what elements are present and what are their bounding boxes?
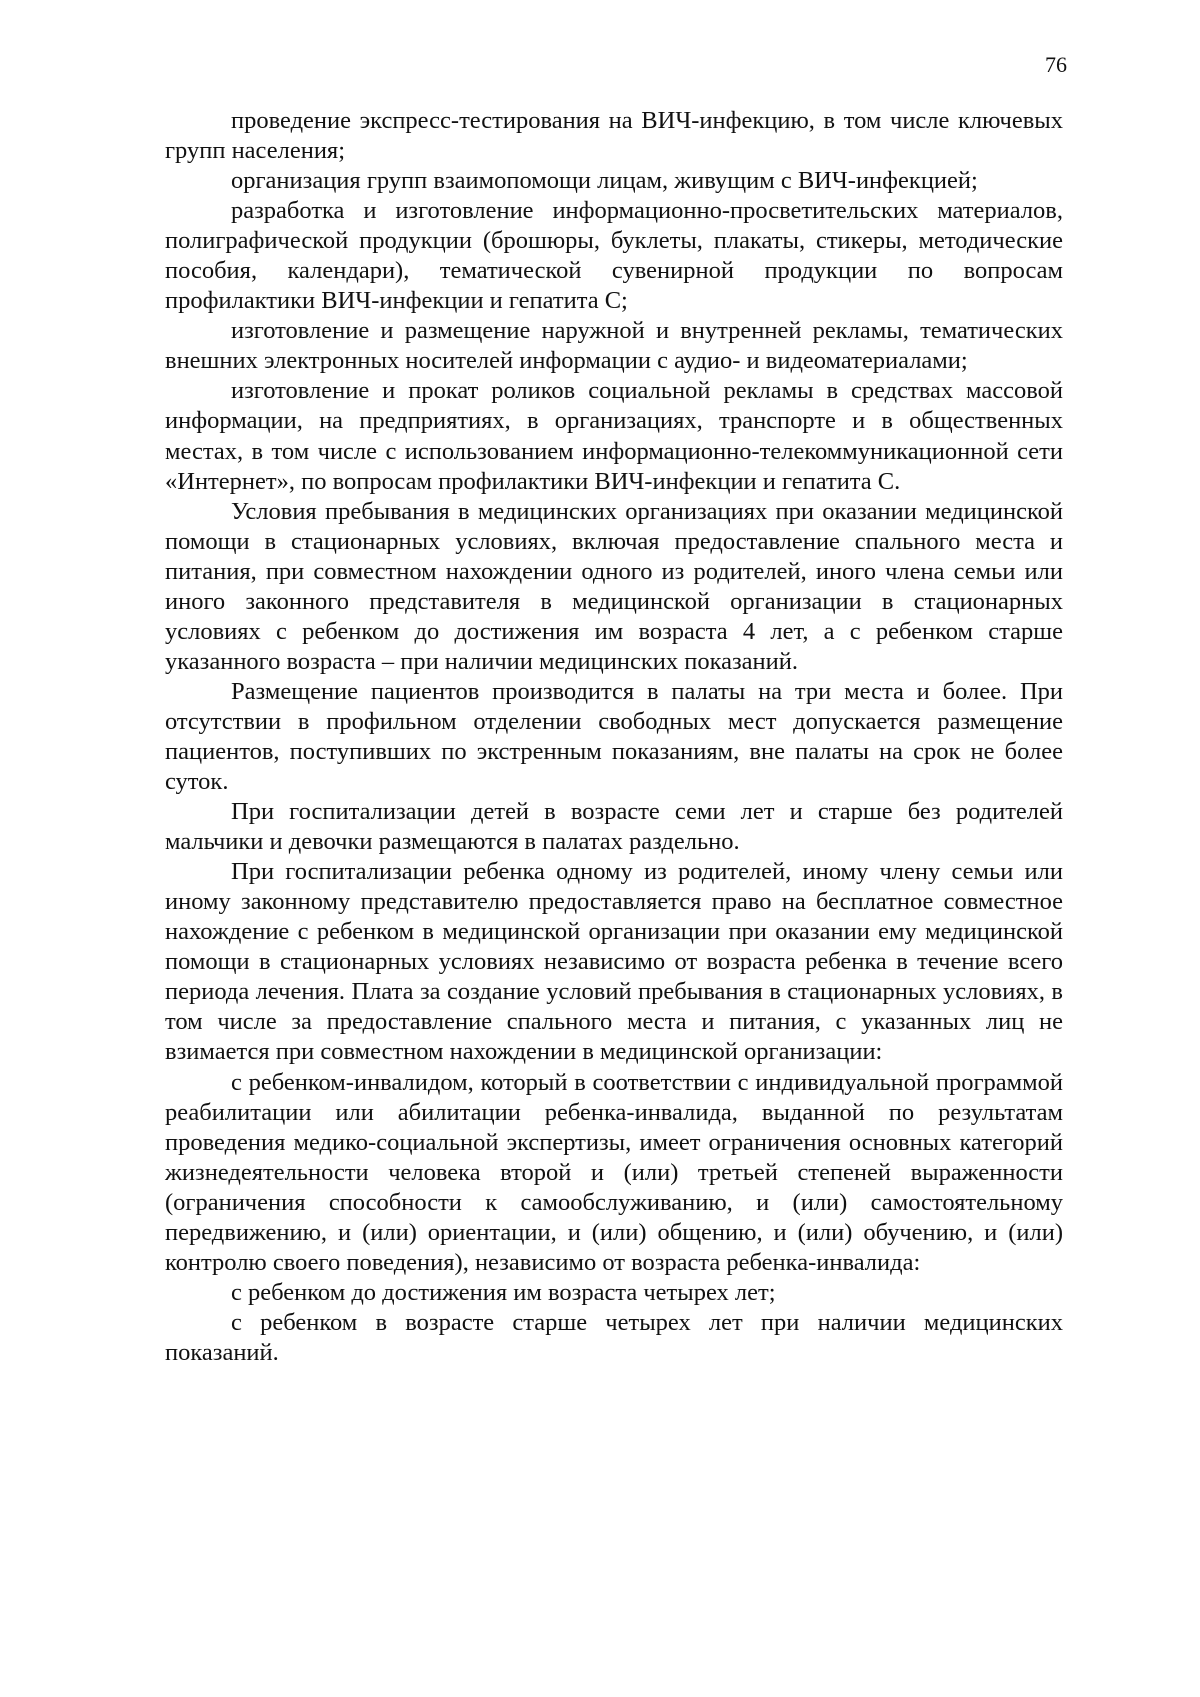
paragraph: При госпитализации детей в возрасте семи лет и старше без родителей мальчики и девочки размещаются в палатах раздельно. (165, 798, 1063, 856)
paragraph: изготовление и прокат роликов социальной рекламы в средствах массовой информации, на предприятиях, в организациях, транспорте и в общественных местах, в том числе с использованием информационно-телекоммуникационной сети «Интернет», по вопросам профилактики ВИЧ-инфекции и гепатита С. (165, 377, 1063, 495)
paragraph: изготовление и размещение наружной и внутренней рекламы, тематических внешних электронных носителей информации с аудио- и видеоматериалами; (165, 317, 1063, 375)
document-body (165, 106, 1063, 1368)
paragraph: с ребенком до достижения им возраста четырех лет; (231, 1278, 776, 1306)
paragraph: с ребенком в возрасте старше четырех лет при наличии медицинских показаний. (165, 1308, 1063, 1366)
paragraph: разработка и изготовление информационно-просветительских материалов, полиграфической продукции (брошюры, буклеты, плакаты, стикеры, методические пособия, календари), тематической сувенирной продукции по вопросам профилактики ВИЧ-инфекции и гепатита С; (165, 197, 1063, 315)
page-number: 76 (1045, 52, 1067, 77)
paragraph: Размещение пациентов производится в палаты на три места и более. При отсутствии в профильном отделении свободных мест допускается размещение пациентов, поступивших по экстренным показаниям, вне палаты на срок не более суток. (165, 677, 1063, 796)
paragraph: проведение экспресс-тестирования на ВИЧ-инфекцию, в том числе ключевых групп населения; (165, 107, 1063, 165)
paragraph: организация групп взаимопомощи лицам, живущим с ВИЧ-инфекцией; (231, 167, 978, 195)
paragraph: с ребенком-инвалидом, который в соответствии с индивидуальной программой реабилитации или абилитации ребенка-инвалида, выданной по результатам проведения медико-социальной экспертизы, имеет ограничения основных категорий жизнедеятельности человека второй и (или) третьей степеней выраженности (ограничения способности к самообслуживанию, и (или) самостоятельному передвижению, и (или) ориентации, и (или) общению, и (или) обучению, и (или) контролю своего поведения), независимо от возраста ребенка-инвалида: (165, 1068, 1063, 1276)
paragraph: При госпитализации ребенка одному из родителей, иному члену семьи или иному законному представителю предоставляется право на бесплатное совместное нахождение с ребенком в медицинской организации при оказании ему медицинской помощи в стационарных условиях независимо от возраста ребенка в течение всего периода лечения. Плата за создание условий пребывания в стационарных условиях, в том числе за предоставление спального места и питания, с указанных лиц не взимается при совместном нахождении в медицинской организации: (165, 858, 1063, 1066)
paragraph: Условия пребывания в медицинских организациях при оказании медицинской помощи в стационарных условиях, включая предоставление спального места и питания, при совместном нахождении одного из родителей, иного члена семьи или иного законного представителя в медицинской организации в стационарных условиях с ребенком до достижения им возраста 4 лет, а с ребенком старше указанного возраста – при наличии медицинских показаний. (165, 497, 1063, 675)
